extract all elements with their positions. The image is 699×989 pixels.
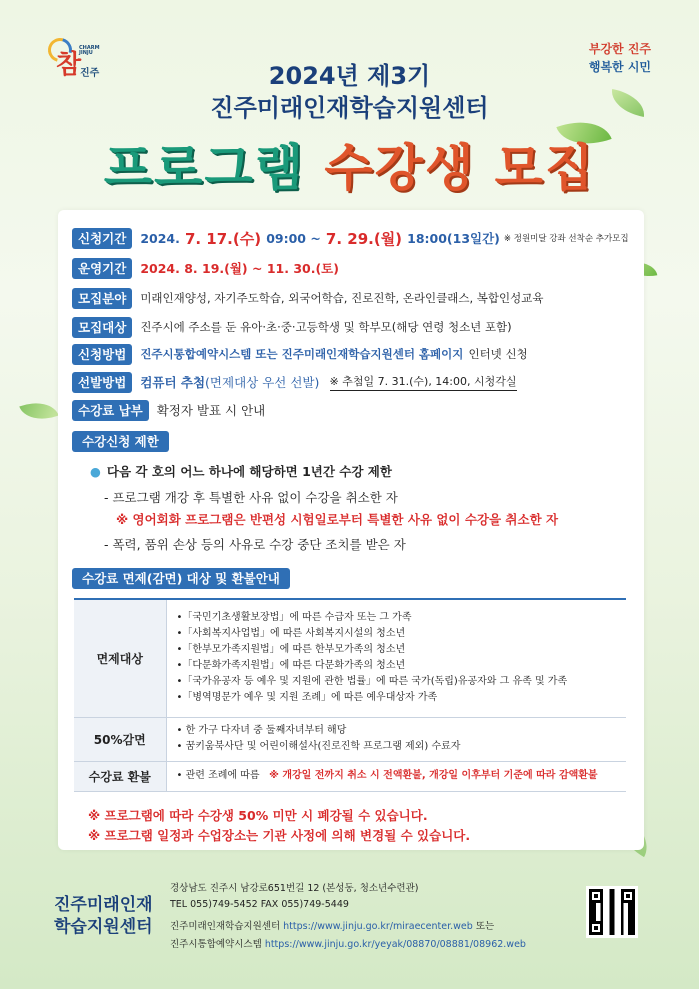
link1-label: 진주미래인재학습지원센터 — [170, 921, 281, 932]
table-row — [74, 599, 626, 717]
half-line: • 한 가구 다자녀 중 둘째자녀부터 해당 — [176, 725, 347, 736]
note-2: ※ 프로그램 일정과 수업장소는 기관 사정에 의해 변경될 수 있습니다. — [88, 828, 471, 843]
half-line: • 꿈키움북사단 및 어린이해설사(진로진학 프로그램 제외) 수료자 — [176, 741, 461, 752]
restriction-title: 수강신청 제한 — [72, 431, 169, 452]
row-fields — [72, 287, 543, 309]
row-selection — [72, 371, 517, 393]
restriction-main — [90, 462, 392, 480]
table-row — [74, 761, 626, 791]
label-fields: 모집분야 — [72, 288, 132, 309]
main-title-part1: 프로그램 — [103, 139, 305, 197]
refund-red: ※ 개강일 전까지 취소 시 전액환불, 개강일 이후부터 기준에 따라 감액환불 — [269, 770, 598, 781]
apply-prefix: 2024. — [140, 230, 180, 246]
exemption-table — [74, 598, 626, 792]
refund-plain: • 관련 조례에 따름 — [176, 770, 260, 781]
run-period-value: 2024. 8. 19.(월) ~ 11. 30.(토) — [140, 261, 339, 276]
footer-link-line-1 — [170, 918, 494, 932]
qr-finder — [589, 889, 603, 903]
main-title-part2: 수강생 모집 — [324, 139, 596, 197]
label-method: 신청방법 — [72, 344, 132, 365]
restriction-main-text: 다음 각 호의 어느 하나에 해당하면 1년간 수강 제한 — [106, 464, 392, 479]
method-value-bold: 진주시통합예약시스템 또는 진주미래인재학습지원센터 홈페이지 — [140, 347, 464, 361]
exempt-line: •「한부모가족지원법」에 따른 한부모가족의 청소년 — [176, 644, 406, 656]
label-fee: 수강료 납부 — [72, 400, 149, 421]
org-line-1: 진주미래인재 — [54, 895, 153, 915]
exempt-line: •「사회복지사업법」에 따른 사회복지시설의 청소년 — [176, 628, 406, 640]
qr-pattern — [589, 889, 635, 935]
qr-finder — [589, 921, 603, 935]
bullet-icon: ● — [90, 464, 101, 479]
title-center-name: 진주미래인재학습지원센터 — [210, 94, 489, 122]
leaf-decoration — [19, 395, 58, 427]
footer-tel: TEL 055)749-5452 FAX 055)749-5449 — [170, 899, 349, 910]
selection-value-bold: 컴퓨터 추첨 — [140, 375, 206, 390]
apply-end-time: 18:00(13일간) — [407, 231, 500, 246]
footer-org-name — [54, 894, 153, 938]
table-head-refund: 수강료 환불 — [74, 761, 166, 791]
exempt-line: •「국민기초생활보장법」에 따른 수급자 또는 그 가족 — [176, 612, 412, 624]
slogan-line-2: 행복한 시민 — [588, 60, 651, 74]
exempt-line: •「다문화가족지원법」에 따른 다문화가족의 청소년 — [176, 660, 406, 672]
table-cell-exempt — [166, 599, 626, 717]
apply-end-date: 7. 29.(월) — [325, 229, 403, 248]
logo-sub-text: 진주 — [80, 68, 100, 79]
selection-value-paren: (면제대상 우선 선발) — [205, 375, 320, 390]
link1-url[interactable]: https://www.jinju.go.kr/miraecenter.web — [283, 921, 473, 932]
label-run-period: 운영기간 — [72, 258, 132, 279]
link1-suffix: 또는 — [475, 921, 495, 932]
row-target — [72, 316, 512, 338]
restriction-section — [72, 430, 169, 452]
fee-value: 확정자 발표 시 안내 — [156, 403, 266, 418]
refund-line — [177, 768, 617, 784]
table-cell-refund — [166, 761, 626, 791]
exempt-line: •「국가유공자 등 예우 및 지원에 관한 법률」에 따른 국가(독립)유공자와 그 유족 및 가족 — [176, 676, 568, 688]
exemption-title: 수강료 면제(감면) 대상 및 환불안내 — [72, 568, 290, 589]
apply-start-time: 09:00 ~ — [266, 230, 321, 246]
fields-value: 미래인재양성, 자기주도학습, 외국어학습, 진로진학, 온라인클래스, 복합인성교육 — [140, 291, 544, 305]
exemption-section — [72, 567, 290, 589]
note-1: ※ 프로그램에 따라 수강생 50% 미만 시 폐강될 수 있습니다. — [88, 808, 428, 823]
target-value: 진주시에 주소를 둔 유아·초·중·고등학생 및 학부모(해당 연령 청소년 포함) — [140, 320, 512, 334]
label-target: 모집대상 — [72, 317, 132, 338]
link2-label: 진주시통합예약시스템 — [170, 939, 262, 950]
label-apply-period: 신청기간 — [72, 228, 132, 249]
restriction-item-2: - 폭력, 품위 손상 등의 사유로 수강 중단 조치를 받은 자 — [104, 537, 406, 552]
method-value-rest: 인터넷 신청 — [468, 347, 528, 361]
row-run-period — [72, 257, 339, 279]
main-title — [0, 128, 699, 200]
table-row — [74, 717, 626, 761]
logo-glyph: 참 — [56, 50, 82, 80]
selection-note: ※ 추첨일 7. 31.(수), 14:00, 시청각실 — [330, 373, 517, 391]
logo-charm-text: CHARM JINJU — [79, 45, 100, 56]
table-head-half: 50%감면 — [74, 717, 166, 761]
table-cell-half — [166, 717, 626, 761]
qr-finder — [621, 889, 635, 903]
link2-url[interactable]: https://www.jinju.go.kr/yeyak/08870/08881/08962.web — [264, 939, 526, 950]
restriction-item-1-note: ※ 영어회화 프로그램은 반편성 시험일로부터 특별한 사유 없이 수강을 취소한 자 — [116, 512, 559, 527]
slogan-line-1: 부강한 진주 — [588, 42, 651, 56]
footer-address: 경상남도 진주시 남강로651번길 12 (본성동, 청소년수련관) — [170, 883, 419, 894]
exempt-line: •「병역명문가 예우 및 지원 조례」에 따른 예우대상자 가족 — [176, 692, 438, 704]
restriction-item-1: - 프로그램 개강 후 특별한 사유 없이 수강을 취소한 자 — [104, 490, 398, 505]
footer-link-line-2 — [170, 936, 526, 950]
title-year: 2024년 제3기 — [268, 62, 431, 90]
qr-code-icon[interactable] — [586, 886, 638, 938]
apply-start-date: 7. 17.(수) — [184, 229, 262, 248]
row-apply-period — [72, 227, 629, 249]
apply-note: ※ 정원미달 강좌 선착순 추가모집 — [503, 234, 629, 244]
table-head-exempt: 면제대상 — [74, 599, 166, 717]
row-fee — [72, 399, 265, 421]
org-line-2: 학습지원센터 — [54, 917, 153, 937]
row-method — [72, 343, 528, 365]
label-selection: 선발방법 — [72, 372, 132, 393]
